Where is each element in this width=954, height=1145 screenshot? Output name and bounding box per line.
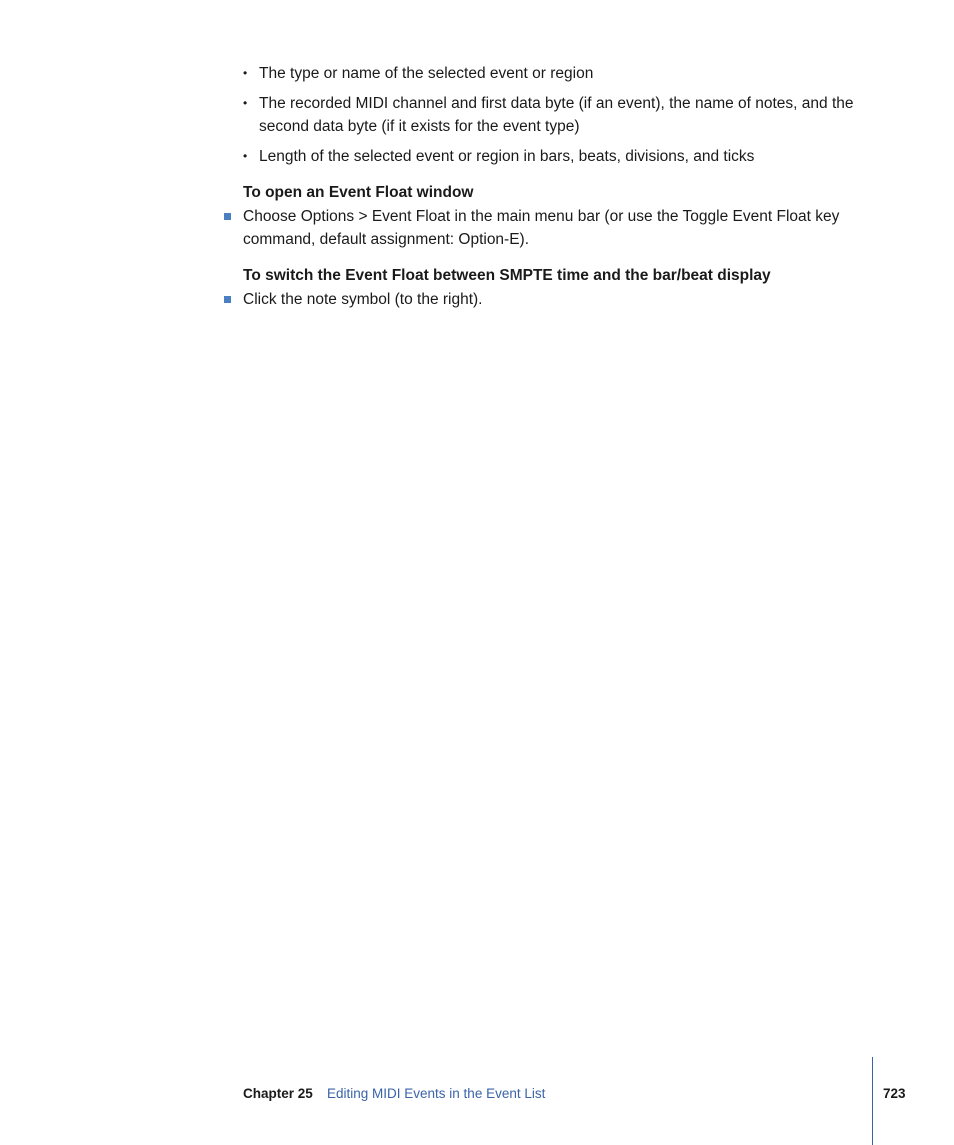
bullet-icon: • [243,149,248,163]
list-item [243,145,883,168]
list-item [243,62,883,85]
task-heading-open-event-float: To open an Event Float window [243,184,474,201]
step-marker-icon [224,213,231,220]
footer-chapter-label: Chapter 25 [243,1086,313,1101]
list-item [243,92,883,138]
task-step-switch-display [224,288,874,311]
bullet-icon: • [243,96,248,110]
bullet-list [243,62,883,175]
step-text: Choose Options > Event Float in the main menu bar (or use the Toggle Event Float key command, default assignment: Option-E). [243,208,840,248]
bullet-icon: • [243,66,248,80]
footer-chapter-title: Editing MIDI Events in the Event List [327,1086,546,1101]
list-item-text: The type or name of the selected event or region [259,65,594,82]
step-text: Click the note symbol (to the right). [243,291,483,308]
page-number: 723 [883,1086,906,1101]
task-step-open-event-float [224,205,874,251]
list-item-text: The recorded MIDI channel and first data byte (if an event), the name of notes, and the second data byte (if it exists for the event type) [259,95,854,135]
step-marker-icon [224,296,231,303]
task-heading-switch-display: To switch the Event Float between SMPTE time and the bar/beat display [243,267,771,284]
footer-divider [872,1057,873,1145]
list-item-text: Length of the selected event or region in bars, beats, divisions, and ticks [259,148,755,165]
